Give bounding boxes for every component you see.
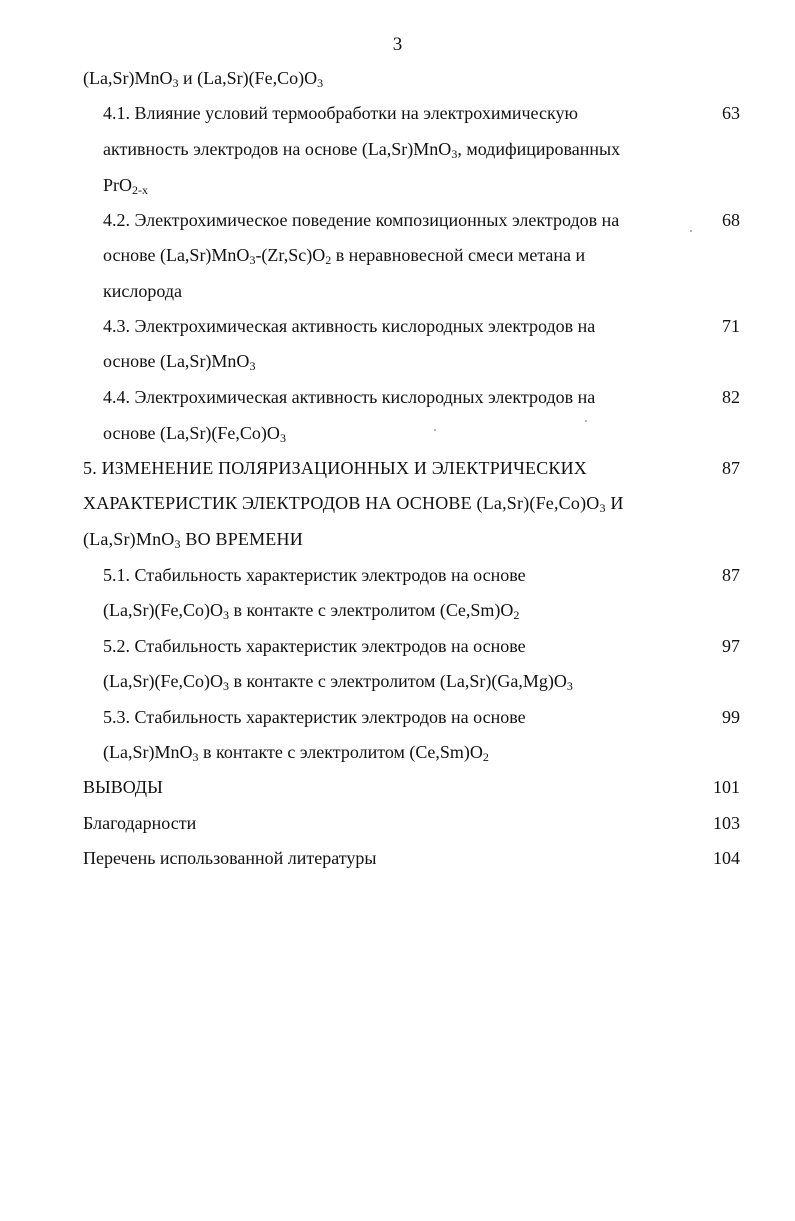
- scan-speck: [690, 230, 692, 232]
- toc-page-conclusions: 101: [713, 777, 740, 797]
- toc-entry-5-3[interactable]: 5.3. Стабильность характеристик электродов на основе 99: [0, 702, 795, 732]
- toc-chapter-5[interactable]: 5. ИЗМЕНЕНИЕ ПОЛЯРИЗАЦИОННЫХ И ЭЛЕКТРИЧЕСКИХ 87: [0, 453, 795, 483]
- toc-conclusions[interactable]: ВЫВОДЫ 101: [0, 772, 795, 802]
- toc-page-5-2: 97: [722, 636, 740, 656]
- toc-page-references: 104: [713, 848, 740, 868]
- toc-page-acknowledgements: 103: [713, 813, 740, 833]
- toc-entry-4-3[interactable]: 4.3. Электрохимическая активность кислородных электродов на 71: [0, 311, 795, 341]
- toc-entry-4-1[interactable]: 4.1. Влияние условий термообработки на электрохимическую 63: [0, 98, 795, 128]
- toc-page-4-3: 71: [722, 316, 740, 336]
- toc-page-4-4: 82: [722, 387, 740, 407]
- toc-page-4-1: 63: [722, 103, 740, 123]
- toc-page-chapter-5: 87: [722, 458, 740, 478]
- toc-references[interactable]: Перечень использованной литературы 104: [0, 843, 795, 873]
- page-number: 3: [392, 34, 403, 55]
- toc-entry-5-1[interactable]: 5.1. Стабильность характеристик электродов на основе 87: [0, 560, 795, 590]
- scan-speck: [585, 420, 587, 422]
- toc-page-5-1: 87: [722, 565, 740, 585]
- toc-chapter4-continuation: (La,Sr)MnO$_3$ и $(La,Sr)(Fe,Co)O_3$: [83, 68, 324, 90]
- toc-page-5-3: 99: [722, 707, 740, 727]
- scan-speck: [434, 429, 436, 431]
- toc-page-4-2: 68: [722, 210, 740, 230]
- toc-entry-4-4[interactable]: 4.4. Электрохимическая активность кислородных электродов на 82: [0, 382, 795, 412]
- toc-acknowledgements[interactable]: Благодарности 103: [0, 808, 795, 838]
- toc-entry-5-2[interactable]: 5.2. Стабильность характеристик электродов на основе 97: [0, 631, 795, 661]
- toc-entry-4-2[interactable]: 4.2. Электрохимическое поведение композиционных электродов на 68: [0, 205, 795, 235]
